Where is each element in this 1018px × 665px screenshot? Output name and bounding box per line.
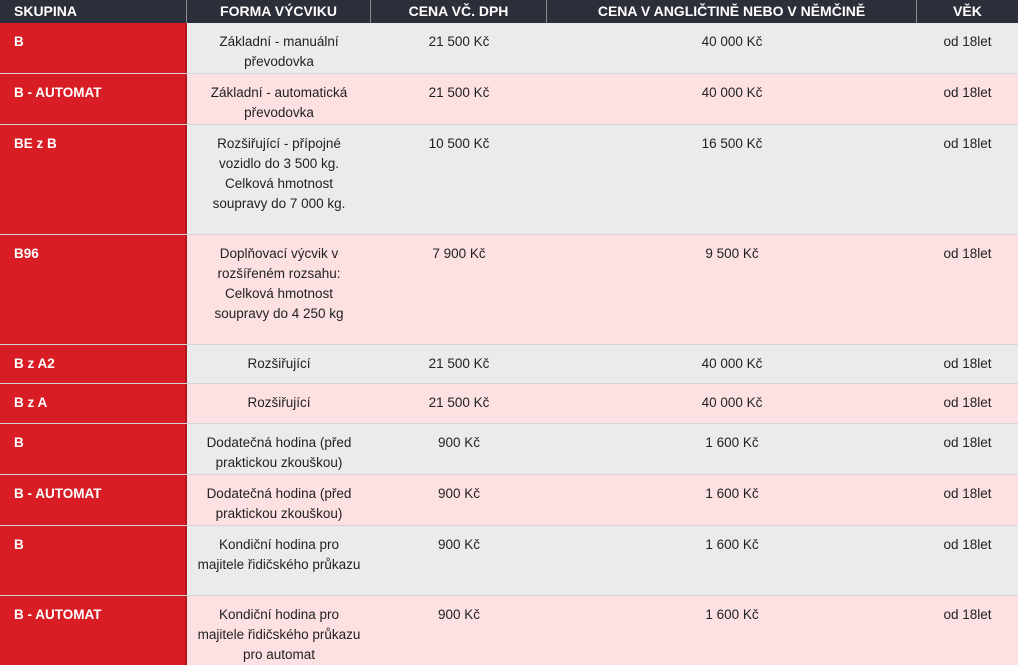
cell-form: Základní - manuální převodovka — [219, 34, 339, 69]
cell-price-foreign: 40 000 Kč — [701, 85, 763, 100]
cell-price-foreign: 9 500 Kč — [705, 246, 759, 261]
cell-form: Kondiční hodina pro majitele řidičského průkazu pro automat — [197, 607, 361, 662]
cell-form: Kondiční hodina pro majitele řidičského průkazu — [197, 537, 361, 572]
cell-group: B - AUTOMAT — [0, 74, 187, 124]
cell-age: od 18let — [943, 435, 992, 450]
cell-age: od 18let — [943, 85, 992, 100]
cell-age: od 18let — [943, 537, 992, 552]
cell-price: 7 900 Kč — [432, 246, 486, 261]
table-row — [0, 74, 1018, 125]
table-row — [0, 475, 1018, 526]
cell-group: B z A2 — [0, 345, 187, 383]
cell-group: B — [0, 526, 187, 595]
cell-group: B - AUTOMAT — [0, 596, 187, 665]
table-row — [0, 424, 1018, 475]
cell-group: B96 — [0, 235, 187, 344]
cell-price-foreign: 1 600 Kč — [705, 537, 759, 552]
cell-age: od 18let — [943, 395, 992, 410]
table-row — [0, 235, 1018, 345]
cell-group: B - AUTOMAT — [0, 475, 187, 525]
cell-age: od 18let — [943, 486, 992, 501]
cell-form: Dodatečná hodina (před praktickou zkouškou) — [206, 486, 352, 521]
cell-group: BE z B — [0, 125, 187, 234]
cell-group: B — [0, 23, 187, 73]
cell-price: 21 500 Kč — [428, 85, 490, 100]
header-vek: VĚK — [953, 3, 982, 19]
table-row — [0, 23, 1018, 74]
cell-age: od 18let — [943, 246, 992, 261]
cell-price: 21 500 Kč — [428, 395, 490, 410]
header-skupina: SKUPINA — [0, 0, 187, 23]
cell-age: od 18let — [943, 607, 992, 622]
cell-age: od 18let — [943, 136, 992, 151]
cell-price: 900 Kč — [437, 537, 481, 552]
cell-price-foreign: 40 000 Kč — [701, 356, 763, 371]
table-row — [0, 384, 1018, 424]
cell-group: B z A — [0, 384, 187, 423]
table-row — [0, 526, 1018, 596]
cell-price: 21 500 Kč — [428, 356, 490, 371]
cell-price: 10 500 Kč — [428, 136, 490, 151]
table-header — [0, 0, 1018, 23]
table-row — [0, 345, 1018, 384]
cell-age: od 18let — [943, 34, 992, 49]
cell-form: Dodatečná hodina (před praktickou zkouškou) — [206, 435, 352, 470]
cell-form: Rozšiřující — [247, 395, 311, 410]
header-cena-cizi-jazyk: CENA V ANGLIČTINĚ NEBO V NĚMČINĚ — [547, 0, 917, 23]
cell-price-foreign: 1 600 Kč — [705, 607, 759, 622]
cell-price-foreign: 1 600 Kč — [705, 435, 759, 450]
cell-age: od 18let — [943, 356, 992, 371]
cell-form: Základní - automatická převodovka — [210, 85, 348, 120]
cell-price: 21 500 Kč — [428, 34, 490, 49]
cell-price: 900 Kč — [437, 435, 481, 450]
cell-price: 900 Kč — [437, 607, 481, 622]
cell-form: Rozšiřující - přípojné vozidlo do 3 500 kg. Celková hmotnost soupravy do 7 000 kg. — [212, 136, 346, 211]
cell-price-foreign: 40 000 Kč — [701, 34, 763, 49]
cell-group: B — [0, 424, 187, 474]
table-row — [0, 125, 1018, 235]
cell-form: Rozšiřující — [247, 356, 311, 371]
table-row — [0, 596, 1018, 665]
header-forma-vycviku: FORMA VÝCVIKU — [187, 0, 371, 23]
cell-price-foreign: 16 500 Kč — [701, 136, 763, 151]
cell-price-foreign: 40 000 Kč — [701, 395, 763, 410]
cell-price: 900 Kč — [437, 486, 481, 501]
header-cena-vc-dph: CENA VČ. DPH — [371, 0, 547, 23]
cell-form: Doplňovací výcvik v rozšířeném rozsahu: Celková hmotnost soupravy do 4 250 kg — [214, 246, 344, 321]
cell-price-foreign: 1 600 Kč — [705, 486, 759, 501]
